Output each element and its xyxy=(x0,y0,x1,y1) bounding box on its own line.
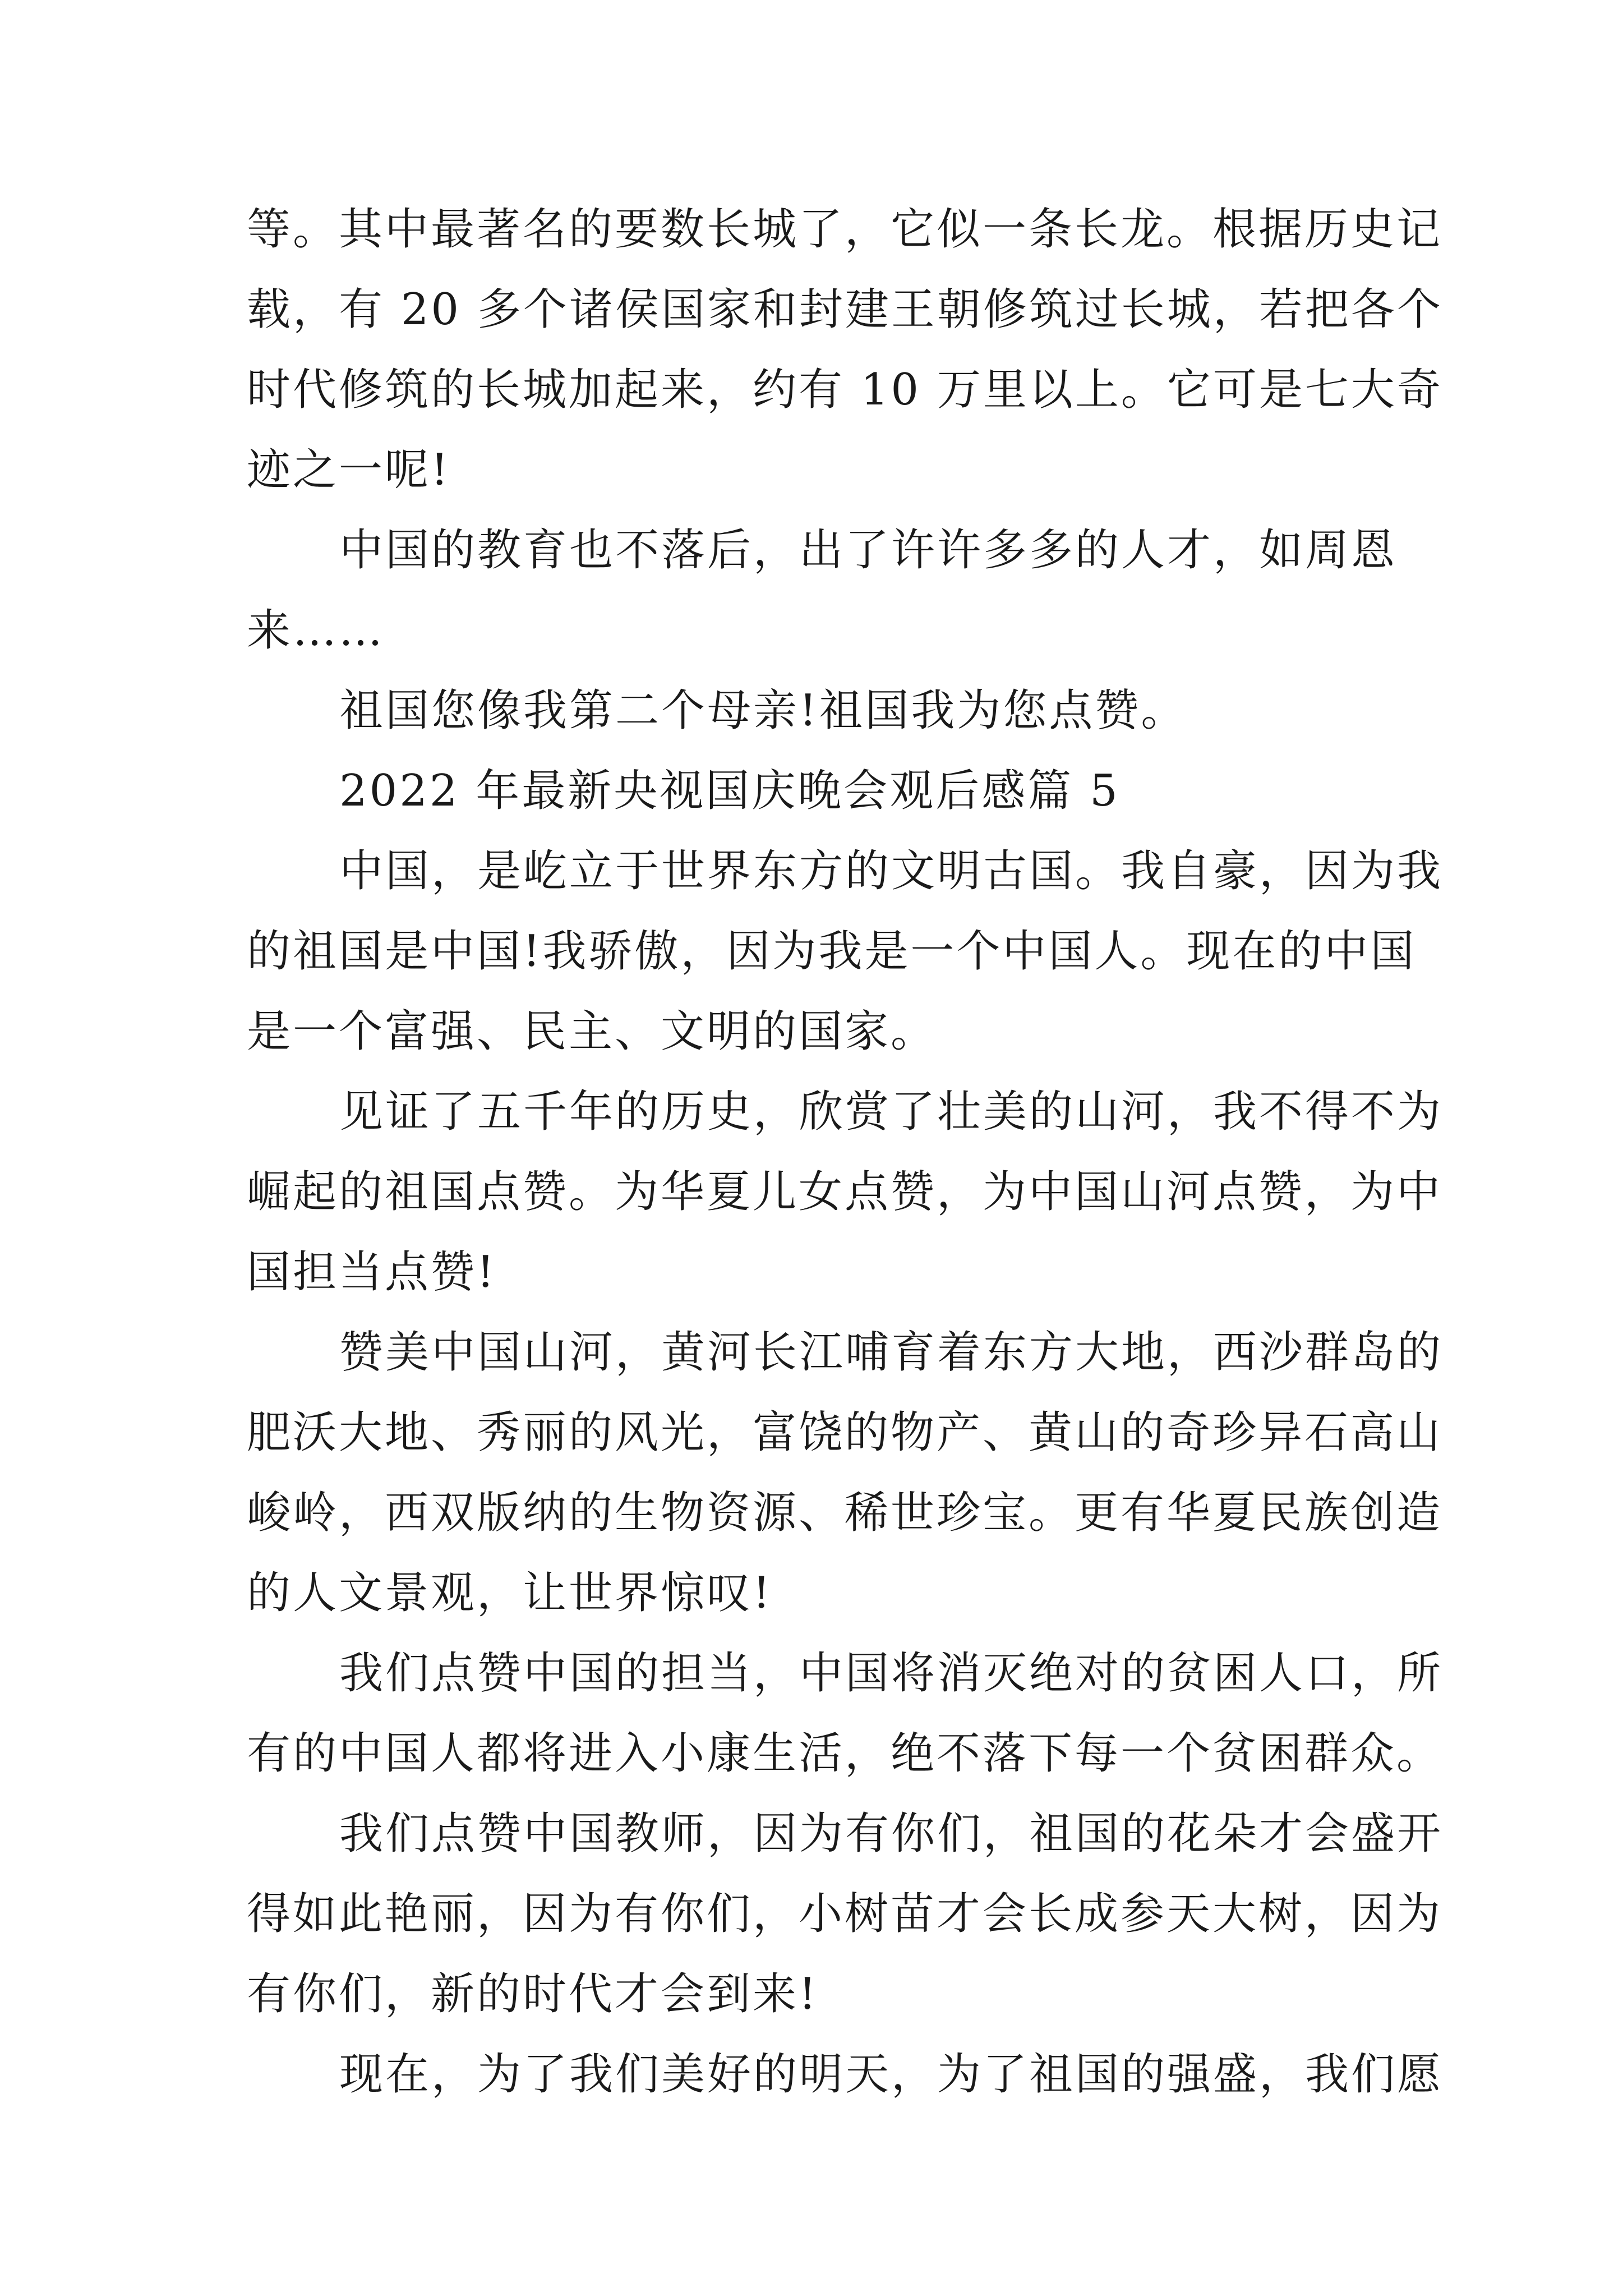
text-line: 载，有 20 多个诸侯国家和封建王朝修筑过长城，若把各个 xyxy=(247,284,1443,335)
text-line: 现在，为了我们美好的明天，为了祖国的强盛，我们愿 xyxy=(339,2049,1444,2100)
text-line: 中国的教育也不落后，出了许许多多的人才，如周恩 xyxy=(339,525,1398,576)
text-line: 我们点赞中国教师，因为有你们，祖国的花朵才会盛开 xyxy=(339,1809,1444,1859)
text-line: 祖国您像我第二个母亲!祖国我为您点赞。 xyxy=(339,685,1187,736)
text-line: 见证了五千年的历史，欣赏了壮美的山河，我不得不为 xyxy=(339,1087,1444,1137)
text-line: 赞美中国山河，黄河长江哺育着东方大地，西沙群岛的 xyxy=(339,1327,1444,1378)
text-line: 有的中国人都将进入小康生活，绝不落下每一个贫困群众。 xyxy=(247,1728,1443,1779)
text-line: 中国，是屹立于世界东方的文明古国。我自豪，因为我 xyxy=(339,846,1444,896)
text-line: 我们点赞中国的担当，中国将消灭绝对的贫困人口，所 xyxy=(339,1648,1444,1699)
text-line: 的人文景观，让世界惊叹! xyxy=(247,1568,773,1618)
document-body xyxy=(247,190,1444,2115)
text-line: 时代修筑的长城加起来，约有 10 万里以上。它可是七大奇 xyxy=(247,365,1443,415)
text-line: 2022 年最新央视国庆晚会观后感篇 5 xyxy=(339,766,1120,816)
text-line: 等。其中最著名的要数长城了，它似一条长龙。根据历史记 xyxy=(247,204,1443,255)
text-line: 国担当点赞! xyxy=(247,1247,497,1297)
text-line: 迹之一呢! xyxy=(247,445,451,495)
text-line: 得如此艳丽，因为有你们，小树苗才会长成参天大树，因为 xyxy=(247,1889,1443,1939)
text-line: 来…… xyxy=(247,605,385,656)
text-line: 肥沃大地、秀丽的风光，富饶的物产、黄山的奇珍异石高山 xyxy=(247,1407,1443,1458)
text-line: 崛起的祖国点赞。为华夏儿女点赞，为中国山河点赞，为中 xyxy=(247,1167,1443,1217)
text-line: 的祖国是中国!我骄傲，因为我是一个中国人。现在的中国 xyxy=(247,926,1417,977)
text-line: 峻岭，西双版纳的生物资源、稀世珍宝。更有华夏民族创造 xyxy=(247,1488,1443,1538)
text-line: 有你们，新的时代才会到来! xyxy=(247,1969,819,2019)
text-line: 是一个富强、民主、文明的国家。 xyxy=(247,1006,937,1057)
